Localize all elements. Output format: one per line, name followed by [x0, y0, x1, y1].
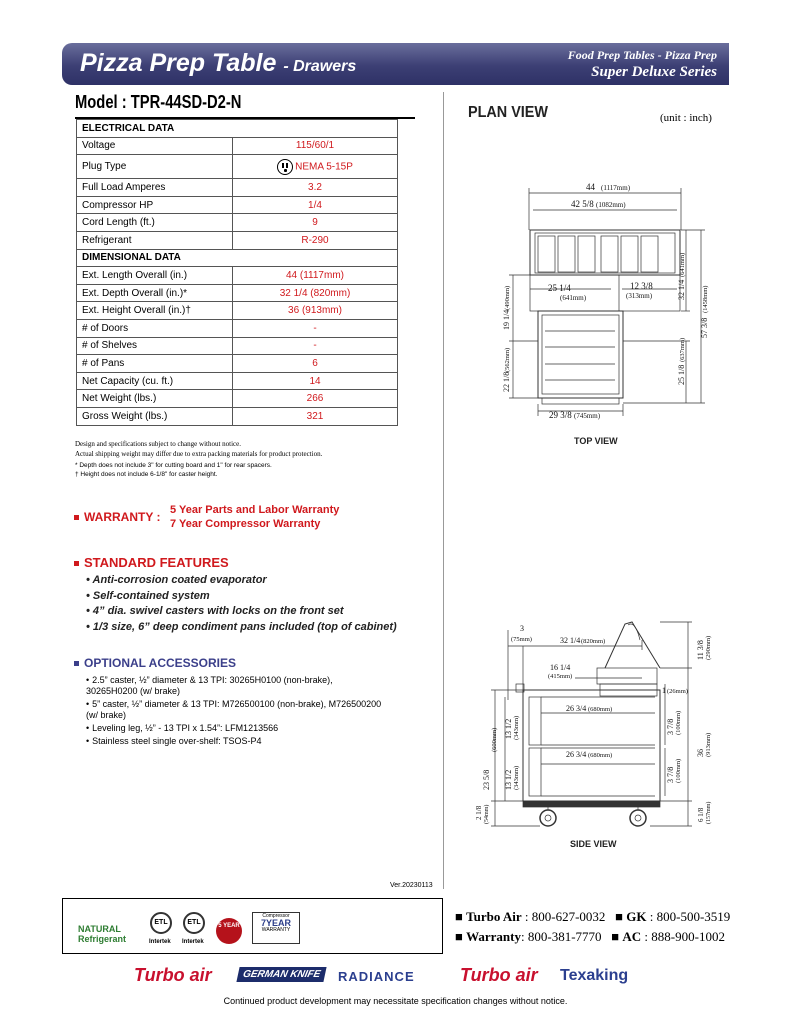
top-view-drawing — [509, 188, 705, 416]
dim-label: 25 1/4 — [548, 283, 571, 293]
dim-label: 42 5/8 — [571, 199, 594, 209]
spec-value: R-290 — [233, 231, 398, 249]
natural-refrigerant-logo — [78, 924, 126, 944]
dim-label: (415mm) — [548, 673, 573, 680]
dim-label: (641mm) — [679, 252, 686, 277]
accessory-text: Leveling leg, ½” - 13 TPI x 1.54”: LFM1213566 — [92, 723, 279, 733]
dim-label: 13 1/2 — [504, 769, 513, 790]
etl-sanitation-cert-icon: ETL — [183, 912, 205, 934]
dim-label: 29 3/8 — [549, 410, 572, 420]
intertek-label: Intertek — [149, 939, 171, 945]
list-item: • 4” dia. swivel casters with locks on the front set — [86, 605, 344, 617]
dim-label: (343mm) — [513, 715, 520, 740]
dim-label: 36 — [696, 749, 705, 757]
title-main: Pizza Prep Table — [80, 49, 277, 77]
intertek-label: Intertek — [182, 939, 204, 945]
contacts — [455, 907, 730, 947]
top-view-labels — [502, 182, 709, 420]
contact-phone: : 888-900-1002 — [644, 929, 725, 944]
spec-value: 36 (913mm) — [233, 302, 398, 320]
dim-label: 25 1/8 — [677, 364, 686, 385]
optional-accessories-title: OPTIONAL ACCESSORIES — [84, 656, 237, 670]
header-series-name: Super Deluxe Series — [591, 64, 717, 80]
badge7-bottom: WARRANTY — [261, 927, 291, 933]
note-line: Actual shipping weight may differ due to extra packing materials for product protection. — [75, 450, 323, 458]
warranty-line: 7 Year Compressor Warranty — [170, 518, 321, 530]
contact-phone: : 800-381-7770 — [521, 929, 602, 944]
turbo-air-logo: Turbo air — [134, 965, 212, 985]
standard-features-title: STANDARD FEATURES — [84, 555, 229, 570]
side-view-drawing — [491, 622, 692, 826]
natural-line: Refrigerant — [78, 934, 127, 944]
dim-label: (54mm) — [484, 804, 490, 824]
texaking-logo: Texaking — [560, 967, 629, 984]
spec-value: 321 — [233, 407, 398, 425]
spec-value: - — [233, 337, 398, 355]
dim-label: 12 3/8 — [630, 281, 653, 291]
dim-label: 23 5/8 — [482, 769, 491, 790]
dim-label: (641mm) — [560, 294, 587, 302]
disclaimer: Continued product development may necessitate specification changes without notice. — [223, 996, 568, 1006]
badge7-big: 7YEAR — [260, 918, 291, 928]
warranty-line: 5 Year Parts and Labor Warranty — [170, 504, 340, 516]
dim-label: (820mm) — [581, 638, 606, 645]
dim-label: (1082mm) — [596, 201, 626, 209]
seven-year-warranty-badge — [252, 912, 300, 944]
spec-label: Net Weight (lbs.) — [77, 390, 233, 408]
version: Ver.20230113 — [390, 882, 433, 889]
spec-value: 9 — [233, 214, 398, 232]
dim-label: 32 1/4 — [560, 636, 581, 645]
plan-view-title: PLAN VIEW — [468, 104, 549, 121]
dim-label: (680mm) — [588, 752, 613, 759]
spec-label: Ext. Depth Overall (in.)* — [77, 284, 233, 302]
dim-label: (1458mm) — [702, 285, 709, 313]
spec-label: # of Doors — [77, 319, 233, 337]
side-view-labels — [475, 624, 712, 824]
side-view-label: SIDE VIEW — [570, 839, 617, 849]
dim-label: (290mm) — [705, 635, 712, 660]
badge7-top: Compressor — [262, 913, 290, 919]
five-year-warranty-badge: 5 YEAR — [216, 918, 242, 944]
spec-value: 6 — [233, 355, 398, 373]
spec-label: Gross Weight (lbs.) — [77, 407, 233, 425]
german-knife-logo: GERMAN KNIFE — [236, 967, 326, 982]
spec-value: 1/4 — [233, 196, 398, 214]
dim-label: (313mm) — [626, 292, 653, 300]
spec-value: 44 (1117mm) — [233, 267, 398, 285]
dim-label: 44 — [586, 182, 595, 192]
dim-label: (637mm) — [679, 337, 686, 362]
spec-value: 32 1/4 (820mm) — [233, 284, 398, 302]
dim-label: 22 1/8 — [502, 371, 511, 392]
dim-label: (157mm) — [706, 801, 712, 824]
spec-value: 3.2 — [233, 179, 398, 197]
list-item: • 5” caster, ½” diameter & 13 TPI: M726500100 (non-brake), M726500200 (w/ brake) — [86, 699, 382, 720]
accessory-text: Stainless steel single over-shelf: TSOS-P4 — [92, 736, 262, 746]
electrical-heading: ELECTRICAL DATA — [77, 120, 398, 138]
list-item: • 1/3 size, 6” deep condiment pans included (top of cabinet) — [86, 620, 397, 633]
dim-label: (562mm) — [504, 347, 511, 372]
dim-label: 13 1/2 — [504, 718, 513, 739]
dim-label: (343mm) — [513, 765, 520, 790]
unit-label: (unit : inch) — [660, 112, 712, 124]
dim-label: (600mm) — [491, 727, 498, 752]
dim-label: 57 3/8 — [700, 317, 709, 338]
list-item: • 2.5” caster, ½” diameter & 13 TPI: 30265H0100 (non-brake), 30265H0200 (w/ brake) — [86, 675, 333, 696]
dim-label: 19 1/4 — [502, 309, 511, 330]
brand-logos — [130, 965, 670, 991]
accessory-text: 2.5” caster, ½” diameter & 13 TPI: 30265H0100 (non-brake), 30265H0200 (w/ brake) — [86, 675, 333, 696]
contact-row: ■ Turbo Air : 800-627-0032 ■ GK : 800-500-3519 — [455, 909, 731, 924]
spec-label: Voltage — [77, 137, 233, 155]
spec-value: - — [233, 319, 398, 337]
radiance-logo: RADIANCE — [338, 969, 415, 984]
spec-label: Plug Type — [77, 155, 233, 179]
dim-label: 11 3/8 — [696, 640, 705, 660]
top-view-label: TOP VIEW — [574, 436, 618, 446]
dim-label: 3 — [520, 624, 524, 633]
contact-label: AC — [622, 929, 642, 944]
list-item: • Self-contained system — [86, 589, 210, 602]
dim-label: (75mm) — [511, 636, 532, 643]
dim-label: 1 — [662, 686, 666, 695]
dim-label: 16 1/4 — [550, 663, 571, 672]
contact-row: ■ Warranty: 800-381-7770 ■ AC : 888-900-1002 — [455, 929, 725, 944]
note-line: * Depth does not include 3" for cutting board and 1" for rear spacers. — [75, 462, 272, 469]
dimensional-heading: DIMENSIONAL DATA — [77, 249, 398, 267]
spec-value: 115/60/1 — [233, 137, 398, 155]
contact-label: Warranty — [466, 929, 521, 944]
dim-label: 3 7/8 — [666, 718, 675, 735]
accessory-text: 5” caster, ½” diameter & 13 TPI: M726500100 (non-brake), M726500200 (w/ brake) — [86, 699, 382, 720]
spec-label: Net Capacity (cu. ft.) — [77, 372, 233, 390]
dim-label: 32 1/4 — [677, 279, 686, 300]
dim-label: (26mm) — [667, 688, 688, 695]
header-category: Food Prep Tables - Pizza Prep — [567, 48, 717, 62]
dim-label: (913mm) — [705, 732, 712, 757]
dim-label: 6 1/8 — [697, 807, 705, 822]
dim-label: (100mm) — [675, 758, 682, 783]
spec-label: Cord Length (ft.) — [77, 214, 233, 232]
spec-label: Full Load Amperes — [77, 179, 233, 197]
model-number: Model : TPR-44SD-D2-N — [75, 92, 242, 112]
list-item: • Stainless steel single over-shelf: TSOS-P4 — [86, 736, 262, 746]
dim-label: 2 1/8 — [475, 805, 483, 820]
dim-label: (745mm) — [574, 412, 601, 420]
spec-label: Ext. Length Overall (in.) — [77, 267, 233, 285]
spec-value: 266 — [233, 390, 398, 408]
list-item: • Leveling leg, ½” - 13 TPI x 1.54”: LFM1213566 — [86, 723, 279, 733]
spec-label: Refrigerant — [77, 231, 233, 249]
spec-label: # of Shelves — [77, 337, 233, 355]
plug-type-value: NEMA 5-15P — [295, 161, 353, 173]
contact-label: Turbo Air — [466, 909, 522, 924]
turbo-air-logo-2: Turbo air — [460, 965, 538, 985]
contact-phone: : 800-500-3519 — [649, 909, 731, 924]
etl-cert-icon: ETL — [150, 912, 172, 934]
natural-line: NATURAL — [78, 924, 121, 934]
warranty-label: WARRANTY : — [84, 510, 161, 524]
dim-label: (100mm) — [675, 710, 682, 735]
note-line: Design and specifications subject to change without notice. — [75, 440, 242, 448]
note-line: † Height does not include 6-1/8" for caster height. — [75, 471, 218, 478]
dim-label: 26 3/4 — [566, 750, 587, 759]
list-item: • Anti-corrosion coated evaporator — [86, 574, 267, 586]
contact-phone: : 800-627-0032 — [524, 909, 606, 924]
spec-label: Ext. Height Overall (in.)† — [77, 302, 233, 320]
spec-value: 14 — [233, 372, 398, 390]
dim-label: (490mm) — [504, 285, 511, 310]
dim-label: 26 3/4 — [566, 704, 587, 713]
contact-label: GK — [626, 909, 647, 924]
dim-label: (680mm) — [588, 706, 613, 713]
spec-label: Compressor HP — [77, 196, 233, 214]
dim-label: (1117mm) — [601, 184, 631, 192]
spec-label: # of Pans — [77, 355, 233, 373]
title-sub: - Drawers — [283, 58, 357, 75]
dim-label: 3 7/8 — [666, 766, 675, 783]
